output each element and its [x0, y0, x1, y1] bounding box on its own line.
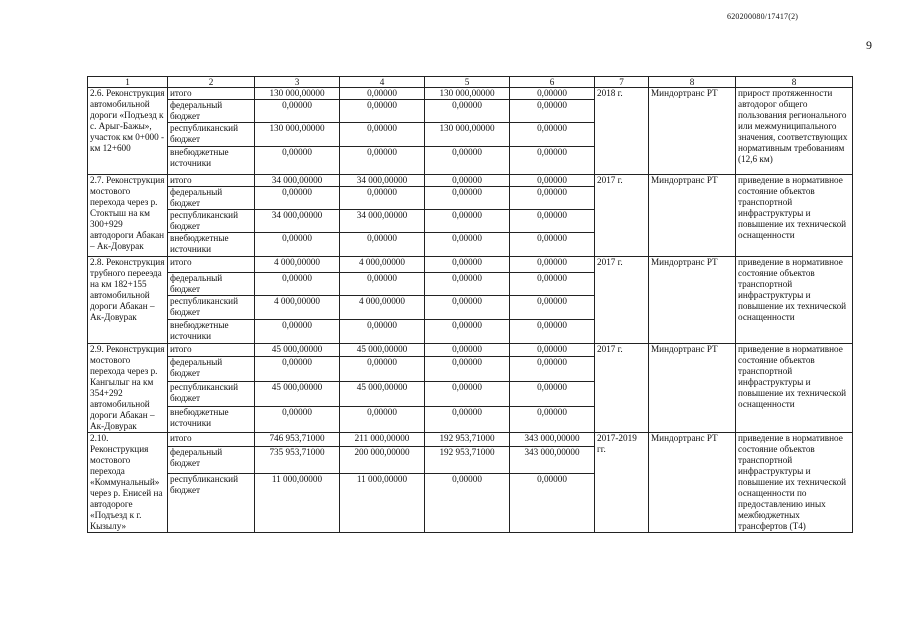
value-cell: 11 000,00000	[255, 474, 340, 533]
value-cell: 0,00000	[255, 273, 340, 296]
value-cell: 0,00000	[510, 273, 595, 296]
value-cell: 0,00000	[340, 123, 425, 147]
value-cell: 0,00000	[255, 147, 340, 175]
value-cell: 0,00000	[340, 88, 425, 100]
value-cell: 0,00000	[425, 175, 510, 187]
period-cell: 2017 г.	[595, 257, 649, 344]
source-cell: республиканский бюджет	[168, 296, 255, 320]
table-row	[88, 344, 853, 357]
source-cell: итого	[168, 88, 255, 100]
value-cell: 0,00000	[425, 356, 510, 381]
period-cell: 2017-2019 гг.	[595, 433, 649, 533]
header-row	[88, 77, 853, 88]
source-cell: федеральный бюджет	[168, 447, 255, 474]
object-cell: 2.7. Реконструкция мостового перехода через р. Стоктыш на км 300+929 автодороги Абакан – Ак-Довурак	[88, 175, 168, 257]
value-cell: 4 000,00000	[255, 296, 340, 320]
value-cell: 34 000,00000	[255, 175, 340, 187]
value-cell: 45 000,00000	[255, 381, 340, 407]
period-cell: 2017 г.	[595, 175, 649, 257]
value-cell: 0,00000	[425, 474, 510, 533]
period-cell: 2018 г.	[595, 88, 649, 175]
column-header: 3	[255, 77, 340, 88]
value-cell: 0,00000	[340, 100, 425, 123]
value-cell: 45 000,00000	[340, 344, 425, 357]
object-cell: 2.8. Реконструкция трубного перееэда на км 182+155 автомобильной дороги Абакан –Ак-Довурак	[88, 257, 168, 344]
value-cell: 0,00000	[510, 344, 595, 357]
value-cell: 0,00000	[255, 407, 340, 433]
value-cell: 0,00000	[510, 210, 595, 233]
table-row	[88, 433, 853, 447]
value-cell: 45 000,00000	[255, 344, 340, 357]
value-cell: 0,00000	[510, 175, 595, 187]
result-cell: приведение в нормативное состояние объектов транспортной инфраструктуры и повышение их технической оснащенности	[736, 344, 853, 433]
value-cell: 0,00000	[255, 320, 340, 344]
value-cell: 130 000,00000	[425, 88, 510, 100]
source-cell: внебюджетные источники	[168, 320, 255, 344]
source-cell: федеральный бюджет	[168, 187, 255, 210]
value-cell: 0,00000	[425, 210, 510, 233]
value-cell: 0,00000	[340, 273, 425, 296]
table-row	[88, 175, 853, 187]
table-row	[88, 88, 853, 100]
value-cell: 343 000,00000	[510, 433, 595, 447]
column-header: 5	[425, 77, 510, 88]
period-cell: 2017 г.	[595, 344, 649, 433]
value-cell: 735 953,71000	[255, 447, 340, 474]
value-cell: 0,00000	[510, 88, 595, 100]
value-cell: 0,00000	[510, 407, 595, 433]
value-cell: 0,00000	[425, 296, 510, 320]
source-cell: итого	[168, 344, 255, 357]
value-cell: 0,00000	[425, 187, 510, 210]
value-cell: 130 000,00000	[255, 123, 340, 147]
value-cell: 0,00000	[425, 273, 510, 296]
object-cell: 2.10. Реконструкция мостового перехода «Коммунальный» через р. Енисей на автодороге «Подъезд к г. Кызылу»	[88, 433, 168, 533]
source-cell: федеральный бюджет	[168, 273, 255, 296]
source-cell: республиканский бюджет	[168, 381, 255, 407]
value-cell: 4 000,00000	[340, 296, 425, 320]
value-cell: 0,00000	[510, 381, 595, 407]
value-cell: 0,00000	[510, 296, 595, 320]
source-cell: республиканский бюджет	[168, 123, 255, 147]
value-cell: 746 953,71000	[255, 433, 340, 447]
value-cell: 0,00000	[340, 233, 425, 257]
column-header: 1	[88, 77, 168, 88]
value-cell: 4 000,00000	[255, 257, 340, 273]
source-cell: итого	[168, 175, 255, 187]
value-cell: 343 000,00000	[510, 447, 595, 474]
value-cell: 0,00000	[425, 100, 510, 123]
value-cell: 4 000,00000	[340, 257, 425, 273]
source-cell: внебюджетные источники	[168, 233, 255, 257]
program-table	[87, 76, 853, 533]
result-cell: приведение в нормативное состояние объектов транспортной инфраструктуры и повышение их технической оснащенности	[736, 257, 853, 344]
column-header: 4	[340, 77, 425, 88]
column-header: 8	[736, 77, 853, 88]
source-cell: внебюджетные источники	[168, 407, 255, 433]
value-cell: 0,00000	[510, 356, 595, 381]
value-cell: 200 000,00000	[340, 447, 425, 474]
value-cell: 192 953,71000	[425, 447, 510, 474]
column-header: 2	[168, 77, 255, 88]
column-header: 6	[510, 77, 595, 88]
page-number: 9	[866, 38, 872, 52]
value-cell: 0,00000	[255, 100, 340, 123]
column-header: 7	[595, 77, 649, 88]
value-cell: 0,00000	[425, 381, 510, 407]
value-cell: 0,00000	[340, 147, 425, 175]
value-cell: 34 000,00000	[255, 210, 340, 233]
value-cell: 0,00000	[510, 320, 595, 344]
document-id: 620200080/17417(2)	[727, 12, 799, 21]
value-cell: 0,00000	[425, 147, 510, 175]
object-cell: 2.9. Реконструкция мостового перехода через р. Кангылыг на км 354+292 автомобильной дороги Абакан – Ак-Довурак	[88, 344, 168, 433]
value-cell: 0,00000	[425, 320, 510, 344]
executor-cell: Миндортранс РТ	[649, 344, 736, 433]
object-cell: 2.6. Реконструкция автомобильной дороги «Подъезд к с. Арыг-Бажы», участок км 0+000 - км 12+600	[88, 88, 168, 175]
value-cell: 11 000,00000	[340, 474, 425, 533]
source-cell: республиканский бюджет	[168, 210, 255, 233]
value-cell: 0,00000	[510, 474, 595, 533]
executor-cell: Миндортранс РТ	[649, 433, 736, 533]
executor-cell: Миндортранс РТ	[649, 257, 736, 344]
executor-cell: Миндортранс РТ	[649, 175, 736, 257]
source-cell: республиканский бюджет	[168, 474, 255, 533]
source-cell: федеральный бюджет	[168, 100, 255, 123]
source-cell: внебюджетные источники	[168, 147, 255, 175]
value-cell: 0,00000	[425, 233, 510, 257]
value-cell: 0,00000	[255, 187, 340, 210]
value-cell: 34 000,00000	[340, 210, 425, 233]
value-cell: 0,00000	[255, 233, 340, 257]
value-cell: 0,00000	[510, 147, 595, 175]
value-cell: 0,00000	[340, 187, 425, 210]
result-cell: приведение в нормативное состояние объектов транспортной инфраструктуры и повышение их технической оснащенности по предоставлению иных межбюджетных трансфертов (Т4)	[736, 433, 853, 533]
source-cell: итого	[168, 433, 255, 447]
value-cell: 0,00000	[340, 320, 425, 344]
value-cell: 0,00000	[340, 356, 425, 381]
value-cell: 0,00000	[340, 407, 425, 433]
source-cell: итого	[168, 257, 255, 273]
value-cell: 0,00000	[510, 233, 595, 257]
result-cell: приведение в нормативное состояние объектов транспортной инфраструктуры и повышение их технической оснащенности	[736, 175, 853, 257]
value-cell: 211 000,00000	[340, 433, 425, 447]
value-cell: 192 953,71000	[425, 433, 510, 447]
value-cell: 0,00000	[425, 257, 510, 273]
value-cell: 0,00000	[510, 123, 595, 147]
value-cell: 0,00000	[425, 344, 510, 357]
column-header: 8	[649, 77, 736, 88]
value-cell: 0,00000	[255, 356, 340, 381]
value-cell: 130 000,00000	[255, 88, 340, 100]
executor-cell: Миндортранс РТ	[649, 88, 736, 175]
value-cell: 45 000,00000	[340, 381, 425, 407]
value-cell: 34 000,00000	[340, 175, 425, 187]
table-row	[88, 257, 853, 273]
source-cell: федеральный бюджет	[168, 356, 255, 381]
value-cell: 0,00000	[510, 187, 595, 210]
result-cell: прирост протяженности автодорог общего пользования регионального или межмуниципального значения, соответствующих нормативным требованиям (12,6 км)	[736, 88, 853, 175]
value-cell: 0,00000	[425, 407, 510, 433]
value-cell: 0,00000	[510, 257, 595, 273]
value-cell: 0,00000	[510, 100, 595, 123]
value-cell: 130 000,00000	[425, 123, 510, 147]
